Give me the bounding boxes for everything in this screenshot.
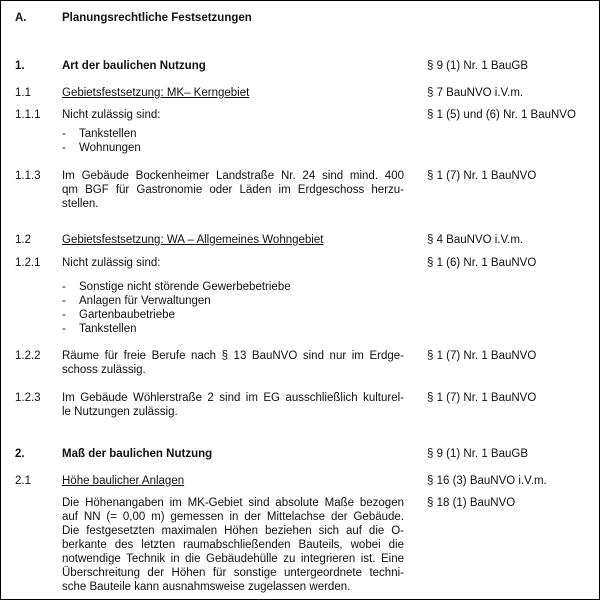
- list-dash: -: [62, 281, 66, 293]
- list-item-text: Sonstige nicht störende Gewerbebetriebe: [79, 281, 291, 293]
- item-text-line: stellen.: [62, 198, 99, 210]
- item-text-line: Überschreitung der Höhen für sonstige untergeordnete techni-: [62, 567, 404, 579]
- section-number: A.: [15, 12, 27, 24]
- heading-title: Art der baulichen Nutzung: [62, 60, 206, 72]
- item-number: 1.2.1: [15, 257, 41, 269]
- legal-reference: § 1 (7) Nr. 1 BauNVO: [427, 392, 537, 404]
- legal-reference: § 1 (7) Nr. 1 BauNVO: [427, 350, 537, 362]
- legal-reference: § 16 (3) BauNVO i.V.m.: [427, 475, 547, 487]
- list-dash: -: [62, 309, 66, 321]
- item-number: 1.1.3: [15, 170, 41, 182]
- item-title: Gebietsfestsetzung: WA – Allgemeines Wohngebiet: [62, 234, 324, 246]
- list-dash: -: [62, 128, 66, 140]
- item-number: 1.2.3: [15, 392, 41, 404]
- list-item-text: Wohnungen: [79, 142, 141, 154]
- legal-reference: § 9 (1) Nr. 1 BauGB: [427, 448, 528, 460]
- item-text: Nicht zulässig sind:: [62, 109, 161, 121]
- item-text-line: Räume für freie Berufe nach § 13 BauNVO sind nur im Erdge-: [62, 350, 404, 362]
- item-number: 2.1: [15, 475, 31, 487]
- item-text-line: schoss zulässig.: [62, 364, 146, 376]
- list-item-text: Anlagen für Verwaltungen: [79, 295, 211, 307]
- legal-reference: § 1 (7) Nr. 1 BauNVO: [427, 170, 537, 182]
- item-text: Nicht zulässig sind:: [62, 257, 161, 269]
- legal-reference: § 7 BauNVO i.V.m.: [427, 87, 524, 99]
- heading-title: Maß der baulichen Nutzung: [62, 448, 213, 460]
- list-dash: -: [62, 323, 66, 335]
- legal-reference: § 4 BauNVO i.V.m.: [427, 234, 524, 246]
- item-text-line: notwendige Technik in die Gebäudehülle zu integrieren ist. Eine: [62, 553, 404, 565]
- list-item: [62, 141, 141, 155]
- item-text-line: qm BGF für Gastronomie oder Läden im Erdgeschoss herzu-: [62, 184, 404, 196]
- list-item: [62, 127, 137, 141]
- list-item-text: Tankstellen: [79, 323, 137, 335]
- list-item: [62, 322, 137, 336]
- list-item: [62, 294, 211, 308]
- legal-reference: § 9 (1) Nr. 1 BauGB: [427, 60, 528, 72]
- item-text-line: le Nutzungen zulässig.: [62, 406, 178, 418]
- list-dash: -: [62, 142, 66, 154]
- item-title: Höhe baulicher Anlagen: [62, 475, 185, 487]
- item-text-line: sche Bauteile kann ausnahmsweise zugelassen werden.: [62, 581, 351, 593]
- item-text-line: Im Gebäude Bockenheimer Landstraße Nr. 24 sind mind. 400: [62, 170, 404, 182]
- item-number: 1.1: [15, 87, 31, 99]
- item-number: 1.2: [15, 234, 31, 246]
- heading-number: 2.: [15, 448, 25, 460]
- item-number: 1.1.1: [15, 109, 41, 121]
- legal-reference: § 1 (5) und (6) Nr. 1 BauNVO: [427, 109, 576, 121]
- list-dash: -: [62, 295, 66, 307]
- list-item-text: Gartenbaubetriebe: [79, 309, 175, 321]
- legal-reference: § 18 (1) BauNVO: [427, 497, 516, 509]
- list-item: [62, 308, 175, 322]
- item-text-line: Die festgesetzten maximalen Höhen beziehen sich auf die O-: [62, 525, 404, 537]
- item-text-line: auf NN (= 0,00 m) gemessen in der Mittelachse der Gebäude.: [62, 511, 404, 523]
- item-number: 1.2.2: [15, 350, 41, 362]
- item-text-line: Im Gebäude Wöhlerstraße 2 sind im EG ausschließlich kulturel-: [62, 392, 404, 404]
- list-item: [62, 280, 291, 294]
- heading-number: 1.: [15, 60, 25, 72]
- item-title: Gebietsfestsetzung: MK– Kerngebiet: [62, 87, 250, 99]
- item-text-line: berkante des letzten raumabschließenden Bauteils, wobei die: [62, 539, 404, 551]
- item-text-line: Die Höhenangaben im MK-Gebiet sind absolute Maße bezogen: [62, 497, 404, 509]
- legal-reference: § 1 (6) Nr. 1 BauNVO: [427, 257, 537, 269]
- section-title: Planungsrechtliche Festsetzungen: [62, 12, 252, 24]
- list-item-text: Tankstellen: [79, 128, 137, 140]
